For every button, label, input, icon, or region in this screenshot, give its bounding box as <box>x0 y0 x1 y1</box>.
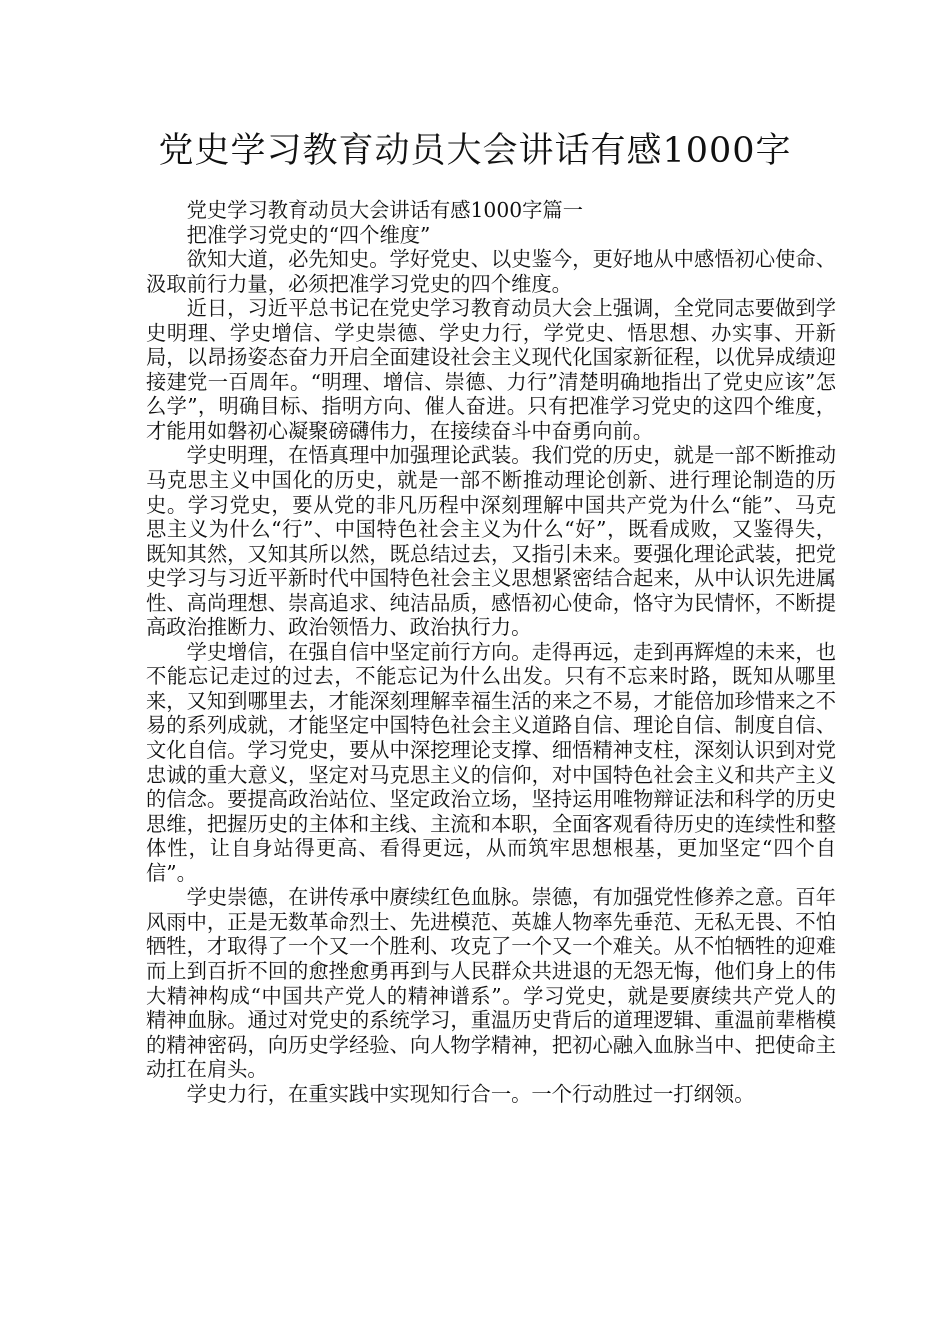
document-body <box>146 198 836 1106</box>
paragraph: 学史增信，在强自信中坚定前行方向。走得再远，走到再辉煌的未来，也不能忘记走过的过去，不能忘记为什么出发。只有不忘来时路，既知从哪里来，又知到哪里去，才能深刻理解幸福生活的来之不易，才能倍加珍惜来之不易的系列成就，才能坚定中国特色社会主义道路自信、理论自信、制度自信、文化自信。学习党史，要从中深挖理论支撑、细悟精神支柱，深刻认识到对党忠诚的重大意义，坚定对马克思主义的信仰，对中国特色社会主义和共产主义的信念。要提高政治站位、坚定政治立场，坚持运用唯物辩证法和科学的历史思维，把握历史的主体和主线、主流和本职，全面客观看待历史的连续性和整体性，让自身站得更高、看得更远，从而筑牢思想根基，更加坚定“四个自信”。 <box>146 639 836 885</box>
paragraph: 学史明理，在悟真理中加强理论武装。我们党的历史，就是一部不断推动马克思主义中国化的历史，就是一部不断推动理论创新、进行理论制造的历史。学习党史，要从党的非凡历程中深刻理解中国共产党为什么“能”、马克思主义为什么“行”、中国特色社会主义为什么“好”，既看成败，又鉴得失，既知其然，又知其所以然，既总结过去，又指引未来。要强化理论武装，把党史学习与习近平新时代中国特色社会主义思想紧密结合起来，从中认识先进属性、高尚理想、崇高追求、纯洁品质，感悟初心使命，恪守为民情怀，不断提高政治推断力、政治领悟力、政治执行力。 <box>146 443 836 640</box>
subheading: 把准学习党史的“四个维度” <box>186 222 431 247</box>
paragraph: 近日，习近平总书记在党史学习教育动员大会上强调，全党同志要做到学史明理、学史增信、学史崇德、学史力行，学党史、悟思想、办实事、开新局，以昂扬姿态奋力开启全面建设社会主义现代化国家新征程，以优异成绩迎接建党一百周年。“明理、增信、崇德、力行”清楚明确地指出了党史应该”怎么学”，明确目标、指明方向、催人奋进。只有把准学习党史的这四个维度，才能用如磐初心凝聚磅礴伟力，在接续奋斗中奋勇向前。 <box>146 296 836 443</box>
paragraph: 欲知大道，必先知史。学好党史、以史鉴今，更好地从中感悟初心使命、汲取前行力量，必须把准学习党史的四个维度。 <box>146 247 836 296</box>
paragraph: 学史力行，在重实践中实现知行合一。一个行动胜过一打纲领。 <box>186 1081 755 1106</box>
paragraph: 学史崇德，在讲传承中赓续红色血脉。崇德，有加强党性修养之意。百年风雨中，正是无数革命烈士、先进模范、英雄人物率先垂范、无私无畏、不怕牺牲，才取得了一个又一个胜利、攻克了一个又一个难关。从不怕牺牲的迎难而上到百折不回的愈挫愈勇再到与人民群众共进退的无怨无悔，他们身上的伟大精神构成“中国共产党人的精神谱系”。学习党史，就是要赓续共产党人的精神血脉。通过对党史的系统学习，重温历史背后的道理逻辑、重温前辈楷模的精神密码，向历史学经验、向人物学精神，把初心融入血脉当中、把使命主动扛在肩头。 <box>146 885 836 1082</box>
section-heading: 党史学习教育动员大会讲话有感1000字篇一 <box>186 198 583 222</box>
document-title: 党史学习教育动员大会讲话有感1000字 <box>158 131 792 171</box>
